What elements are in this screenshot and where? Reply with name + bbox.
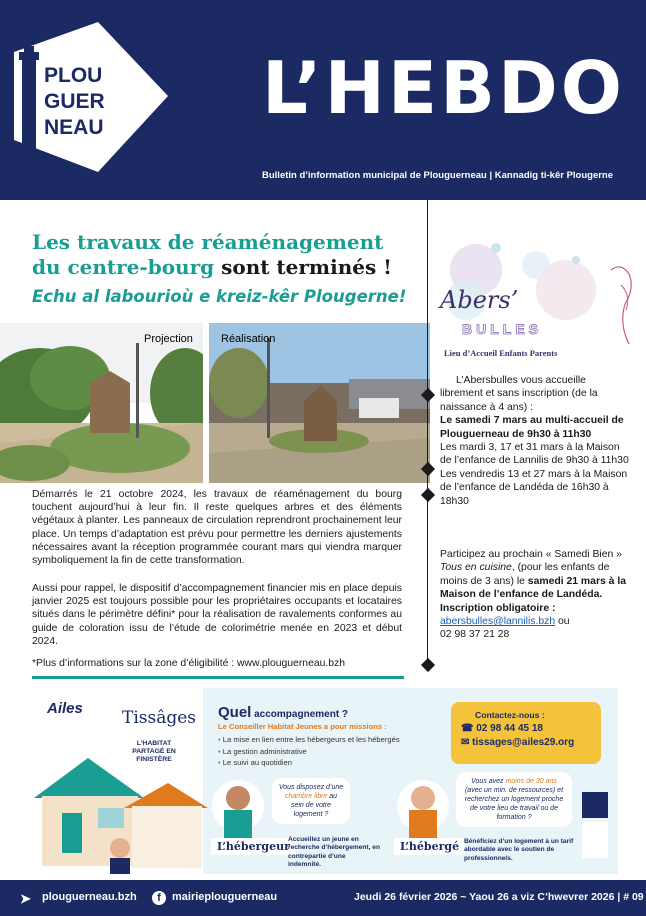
column-divider <box>427 200 428 670</box>
abers-item-2: Les mardi 3, 17 et 31 mars à la Maison de l’enfance de Lannilis de 9h30 à 11h30 <box>440 442 629 467</box>
header <box>0 0 646 200</box>
article-title <box>32 230 412 280</box>
article-subtitle: Echu al labourioù e kreiz-kêr Plougerne! <box>32 287 407 306</box>
article-title-part1: Les travaux de réaménagement du centre-bourg <box>32 230 384 279</box>
page-subtitle: Bulletin d’information municipal de Plouguerneau | Kannadig ti-kêr Plougerne <box>262 170 614 181</box>
contact-email[interactable]: ✉ tissages@ailes29.org <box>461 737 575 748</box>
footer-facebook[interactable]: mairieplouguerneau <box>172 891 278 903</box>
tissages-subtitle: L’HABITAT PARTAGÉ EN FINISTÈRE <box>132 740 176 763</box>
abers-cta-italic: Tous en cuisine <box>440 562 512 574</box>
ad-heading-main: Quel <box>218 704 252 721</box>
tissages-ad <box>28 688 618 874</box>
bubble1-hl: chambre libre <box>284 793 328 800</box>
footer-date: Jeudi 26 février 2026 ~ Yaou 26 a viz C’hwevrer 2026 | # 09 <box>354 891 644 903</box>
ad-missions <box>218 734 400 769</box>
contact-box <box>451 702 601 764</box>
abers-cta-bold: samedi 21 mars à la Maison de l’enfance de Landéda. Inscription obligatoire : <box>440 575 626 614</box>
bubble1-pre: Vous disposez d’une <box>278 784 344 791</box>
ad-mission-3: • Le suivi au quotidien <box>218 757 400 769</box>
logo-line-2: GUER <box>44 90 105 113</box>
divider-diamond <box>421 488 435 502</box>
bubble2-hl: moins de 30 ans <box>505 778 557 785</box>
bubble1-post: au sein de votre logement ? <box>290 793 338 818</box>
article-paragraph-3: *Plus d’informations sur la zone d’éligibilité : www.plouguerneau.bzh <box>32 658 346 669</box>
abers-item-1: Le samedi 7 mars au multi-accueil de Plouguerneau de 9h30 à 11h30 <box>440 415 624 440</box>
abers-phone: 02 98 37 21 28 <box>440 629 510 641</box>
abers-cta <box>440 548 630 642</box>
contact-phone[interactable]: ☎ 02 98 44 45 18 <box>461 723 543 734</box>
ad-subheading: Le Conseiller Habitat Jeunes a pour missions : <box>218 722 387 731</box>
logo-line-1: PLOU <box>44 64 103 87</box>
tag-hebergeur: L’hébergeur <box>211 838 296 855</box>
logo-line-3: NEAU <box>44 116 104 139</box>
ailes-brand: Ailes <box>47 700 83 717</box>
abers-intro: L’Abersbulles vous accueille librement et sans inscription (de la naissance à 4 ans) : <box>440 375 598 413</box>
bubble-hebergeur <box>272 778 350 824</box>
abers-item-3: Les vendredis 13 et 27 mars à la Maison de l’enfance de Landéda de 16h30 à 18h30 <box>440 468 628 507</box>
bubble-heberge <box>456 772 572 827</box>
location-arrow-icon: ➤ <box>20 891 31 906</box>
facebook-icon: f <box>152 891 166 905</box>
tissages-brand: Tissâges <box>122 708 197 728</box>
page-title: L’HEBDO <box>262 46 625 130</box>
footer <box>0 880 646 916</box>
contact-heading: Contactez-nous : <box>475 710 545 720</box>
ad-mission-1: • La mise en lien entre les hébergeurs et les hébergés <box>218 734 400 746</box>
plouguerneau-logo <box>0 22 170 172</box>
bubble2-pre: Vous avez <box>471 778 506 785</box>
photo-projection <box>0 323 203 483</box>
abers-logo-sub: Lieu d’Accueil Enfants Parents <box>444 348 558 358</box>
abers-schedule <box>440 374 630 508</box>
abers-cta-1: Participez au prochain « Samedi Bien » <box>440 549 622 560</box>
abers-logo-bulles: BULLES <box>462 321 542 337</box>
article-paragraph-2: Aussi pour rappel, le dispositif d’accompagnement financier mis en place depuis janvier 2025 est toujours possible pour les propriétaires occupants et locataires situés dans le périmètre défini* pour la réalisation de ravalements conformes au guide de coloration issu de l’étude de colorimétrie menée en 2023 et début 2024. <box>32 583 402 647</box>
photo-realisation <box>209 323 430 483</box>
text-hebergeur: Accueillez un jeune en recherche d’hébergement, en contrepartie d’une indemnité. <box>288 836 380 869</box>
article-rule <box>32 676 404 679</box>
ad-heading-small: accompagnement ? <box>251 709 349 720</box>
ad-mission-2: • La gestion administrative <box>218 746 400 758</box>
abers-cta-or: ou <box>555 616 570 628</box>
text-heberge: Bénéficiez d’un logement à un tarif abordable avec le soutien de professionnels. <box>464 838 574 862</box>
article-paragraph-1: Démarrés le 21 octobre 2024, les travaux de réaménagement du bourg touchent aujourd’hui à leur fin. Il reste quelques arbres et des éléments végétaux à planter. Les panneaux de circulation reprendront prochainement leur place. Un temps d’adaptation est prévu pour permettre les derniers ajustements nécessaires avant la réception programmée courant mars qui viendra marquer symboliquement la fin de cette transformation. <box>32 489 402 567</box>
divider-diamond <box>421 658 435 672</box>
article-title-part2: sont terminés ! <box>214 255 392 279</box>
abers-logo-word: Abers’ <box>440 286 519 314</box>
abers-cta-2: , (pour les enfants de moins de 3 ans) le <box>440 562 610 587</box>
tag-heberge: L’hébergé <box>394 838 465 855</box>
abersbulles-logo <box>436 240 646 370</box>
footer-website[interactable]: plouguerneau.bzh <box>42 891 137 903</box>
bubble2-post: (avec un min. de ressources) et recherchez un logement proche de votre lieu de travail ou de formation ? <box>464 787 564 821</box>
photo-label-realisation: Réalisation <box>221 333 276 345</box>
photo-label-projection: Projection <box>144 333 193 345</box>
ad-heading <box>218 704 348 721</box>
abers-email-link[interactable]: abersbulles@lannilis.bzh <box>440 616 556 628</box>
